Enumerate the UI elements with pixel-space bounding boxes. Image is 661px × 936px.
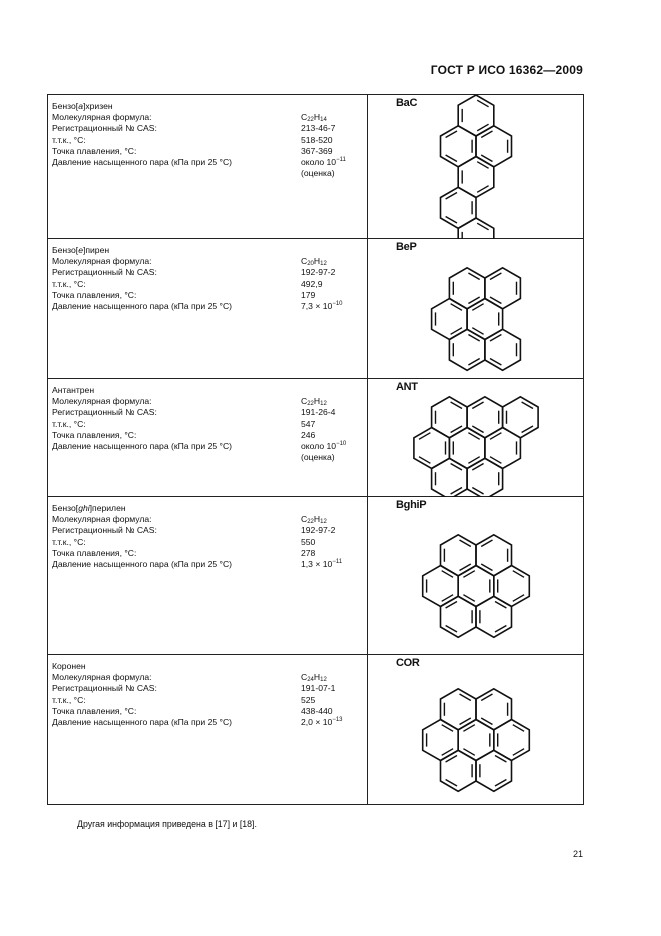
benzene-ring <box>467 458 503 497</box>
compound-abbreviation: BeP <box>396 241 417 253</box>
compound-row <box>48 95 584 239</box>
compound-properties <box>48 239 368 379</box>
benzene-ring <box>449 329 485 370</box>
compound-table <box>47 94 584 805</box>
compound-row <box>48 655 584 805</box>
boiling-point-label: т.т.к., °С: <box>52 536 86 547</box>
compound-row <box>48 239 584 379</box>
benzene-ring <box>441 750 477 791</box>
document-header: ГОСТ Р ИСО 16362—2009 <box>430 63 583 77</box>
melting-point-label: Точка плавления, °С: <box>52 289 137 300</box>
melting-point-label: Точка плавления, °С: <box>52 705 137 716</box>
compound-row <box>48 379 584 497</box>
formula-value: $C_{22}H_{12}$ <box>301 396 327 408</box>
benzene-ring <box>458 218 494 239</box>
page-number: 21 <box>572 849 583 859</box>
structure-cell <box>368 655 584 805</box>
benzene-ring <box>476 535 512 576</box>
cas-value: 213-46-7 <box>301 123 336 134</box>
structure-cell <box>368 95 584 239</box>
benzene-ring <box>423 720 459 761</box>
benzene-ring <box>432 299 468 340</box>
benzene-ring <box>476 596 512 637</box>
vapor-pressure-label: Давление насыщенного пара (кПа при 25 °С) <box>52 301 233 312</box>
compound-row <box>48 497 584 655</box>
benzene-ring <box>441 596 477 637</box>
benzene-ring <box>458 720 494 761</box>
benzene-ring <box>476 689 512 730</box>
benzene-ring <box>432 458 468 497</box>
boiling-point-label: т.т.к., °С: <box>52 694 86 705</box>
vapor-pressure-value: около $10^{-11}$ (оценка) <box>301 157 346 179</box>
compound-name: Бензо[ghi]перилен <box>52 503 126 513</box>
formula-label: Молекулярная формула: <box>52 672 152 683</box>
formula-label: Молекулярная формула: <box>52 514 152 525</box>
melting-point-label: Точка плавления, °С: <box>52 145 137 156</box>
compound-properties <box>48 379 368 497</box>
vapor-pressure-value: $2,0 \times 10^{-13}$ <box>301 717 343 728</box>
boiling-point-value: 550 <box>301 536 316 547</box>
boiling-point-label: т.т.к., °С: <box>52 418 86 429</box>
melting-point-value: 179 <box>301 289 316 300</box>
melting-point-value: 367-369 <box>301 145 333 156</box>
compound-properties <box>48 655 368 805</box>
vapor-pressure-label: Давление насыщенного пара (кПа при 25 °С) <box>52 717 233 728</box>
cas-label: Регистрационный № CAS: <box>52 267 157 278</box>
cas-label: Регистрационный № CAS: <box>52 525 157 536</box>
compound-name: Коронен <box>52 661 86 671</box>
melting-point-value: 246 <box>301 429 316 440</box>
compound-abbreviation: ANT <box>396 381 418 393</box>
vapor-pressure-label: Давление насыщенного пара (кПа при 25 °С) <box>52 559 233 570</box>
boiling-point-value: 492,9 <box>301 278 323 289</box>
benzene-ring <box>467 397 503 438</box>
cas-value: 192-97-2 <box>301 267 336 278</box>
benzene-ring <box>423 566 459 607</box>
benzene-ring <box>441 126 477 167</box>
melting-point-label: Точка плавления, °С: <box>52 547 137 558</box>
compound-properties <box>48 497 368 655</box>
benzene-ring <box>441 535 477 576</box>
benzene-ring <box>414 428 450 469</box>
benzene-ring <box>485 329 521 370</box>
cas-value: 191-26-4 <box>301 407 336 418</box>
molecular-structure <box>368 239 583 379</box>
formula-label: Молекулярная формула: <box>52 256 152 267</box>
structure-cell <box>368 239 584 379</box>
benzene-ring <box>476 126 512 167</box>
formula-label: Молекулярная формула: <box>52 112 152 123</box>
melting-point-value: 278 <box>301 547 316 558</box>
benzene-ring <box>494 566 530 607</box>
cas-label: Регистрационный № CAS: <box>52 407 157 418</box>
molecular-structure <box>368 655 583 805</box>
melting-point-value: 438-440 <box>301 705 333 716</box>
formula-value: $C_{22}H_{12}$ <box>301 514 327 526</box>
benzene-ring <box>449 268 485 309</box>
compound-abbreviation: COR <box>396 657 420 669</box>
compound-properties <box>48 95 368 239</box>
footer-note: Другая информация приведена в [17] и [18]. <box>77 819 257 829</box>
structure-cell <box>368 497 584 655</box>
formula-label: Молекулярная формула: <box>52 396 152 407</box>
formula-value: $C_{22}H_{14}$ <box>301 112 327 124</box>
benzene-ring <box>485 268 521 309</box>
compound-name: Бензо[e]пирен <box>52 245 110 255</box>
molecular-structure <box>368 379 583 497</box>
formula-value: $C_{20}H_{12}$ <box>301 256 327 268</box>
molecular-structure <box>368 497 583 655</box>
cas-label: Регистрационный № CAS: <box>52 683 157 694</box>
benzene-ring <box>432 397 468 438</box>
vapor-pressure-label: Давление насыщенного пара (кПа при 25 °С) <box>52 157 233 168</box>
compound-name: Антантрен <box>52 385 95 395</box>
benzene-ring <box>503 397 538 438</box>
benzene-ring <box>494 720 530 761</box>
vapor-pressure-value: $7,3 \times 10^{-10}$ <box>301 301 343 312</box>
benzene-ring <box>449 428 485 469</box>
benzene-ring <box>458 157 494 198</box>
compound-name: Бензо[a]хризен <box>52 101 113 111</box>
formula-value: $C_{24}H_{12}$ <box>301 672 327 684</box>
cas-value: 191-07-1 <box>301 683 336 694</box>
compound-abbreviation: BghiP <box>396 499 427 511</box>
boiling-point-label: т.т.к., °С: <box>52 278 86 289</box>
cas-label: Регистрационный № CAS: <box>52 123 157 134</box>
cas-value: 192-97-2 <box>301 525 336 536</box>
vapor-pressure-label: Давление насыщенного пара (кПа при 25 °С) <box>52 441 233 452</box>
vapor-pressure-value: $1,3 \times 10^{-11}$ <box>301 559 343 570</box>
benzene-ring <box>476 750 512 791</box>
benzene-ring <box>485 428 521 469</box>
boiling-point-label: т.т.к., °С: <box>52 134 86 145</box>
benzene-ring <box>458 95 494 136</box>
benzene-ring <box>441 689 477 730</box>
boiling-point-value: 518-520 <box>301 134 333 145</box>
benzene-ring <box>467 299 503 340</box>
molecular-structure <box>368 95 583 239</box>
compound-abbreviation: BaC <box>396 97 418 109</box>
boiling-point-value: 525 <box>301 694 316 705</box>
structure-cell <box>368 379 584 497</box>
benzene-ring <box>458 566 494 607</box>
melting-point-label: Точка плавления, °С: <box>52 429 137 440</box>
boiling-point-value: 547 <box>301 418 316 429</box>
benzene-ring <box>441 187 477 228</box>
vapor-pressure-value: около $10^{-10}$ (оценка) <box>301 441 347 463</box>
